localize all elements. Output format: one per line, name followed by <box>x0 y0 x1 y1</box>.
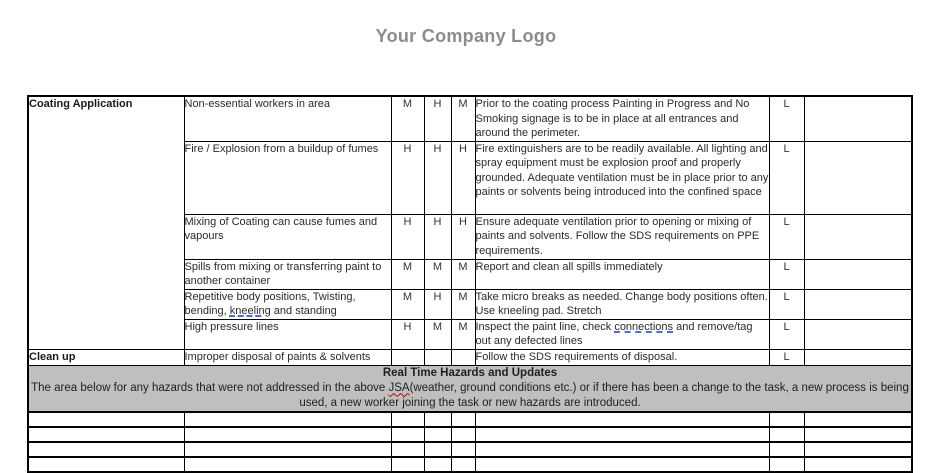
jsa-table-body <box>28 96 912 472</box>
task-name-cell[interactable] <box>28 457 184 472</box>
empty-input-row <box>28 427 912 442</box>
hazard-description-cell: Improper disposal of paints & solvents <box>184 349 391 365</box>
jsa-table <box>27 95 913 473</box>
severity-rating-cell: H <box>451 141 475 214</box>
severity-rating-cell: H <box>424 96 451 141</box>
task-name-cell: Clean up <box>28 349 184 365</box>
hazard-description-cell: Mixing of Coating can cause fumes and vapours <box>184 214 391 259</box>
residual-risk-cell[interactable] <box>769 412 804 427</box>
severity-rating-cell[interactable] <box>424 442 451 457</box>
control-measures-cell[interactable] <box>475 457 769 472</box>
residual-risk-cell: L <box>769 349 804 365</box>
severity-rating-cell[interactable] <box>391 427 424 442</box>
notes-cell[interactable] <box>804 427 912 442</box>
severity-rating-cell[interactable] <box>391 412 424 427</box>
severity-rating-cell[interactable] <box>451 427 475 442</box>
notes-cell[interactable] <box>804 141 912 214</box>
empty-input-row <box>28 457 912 472</box>
control-measures-cell: Ensure adequate ventilation prior to opening or mixing of paints and solvents. Follow the SDS requirements on PPE requirements. <box>475 214 769 259</box>
control-measures-cell[interactable] <box>475 412 769 427</box>
severity-rating-cell: H <box>391 214 424 259</box>
control-measures-cell[interactable] <box>475 442 769 457</box>
banner-body-text: The area below for any hazards that were not addressed in the above JSA(weather, ground conditions etc.) or if there has been a change to the task, a new process is being used, a new worker joining the task or new hazards are introduced. <box>31 381 909 409</box>
empty-input-row <box>28 412 912 427</box>
notes-cell[interactable] <box>804 442 912 457</box>
hazard-description-cell[interactable] <box>184 442 391 457</box>
empty-input-row <box>28 442 912 457</box>
task-name-cell[interactable] <box>28 427 184 442</box>
banner-title: Real Time Hazards and Updates <box>382 366 558 379</box>
control-measures-cell: Prior to the coating process Painting in Progress and No Smoking signage is to be in place at all entrances and around the perimeter. <box>475 96 769 141</box>
task-name-cell[interactable] <box>28 442 184 457</box>
severity-rating-cell[interactable] <box>391 457 424 472</box>
severity-rating-cell: M <box>391 289 424 319</box>
residual-risk-cell: L <box>769 214 804 259</box>
hazard-description-cell[interactable] <box>184 412 391 427</box>
notes-cell[interactable] <box>804 457 912 472</box>
hazard-description-cell: Non-essential workers in area <box>184 96 391 141</box>
hazard-description-cell[interactable] <box>184 457 391 472</box>
company-logo-text: Your Company Logo <box>375 26 557 46</box>
spellcheck-underline: JSA <box>388 381 410 394</box>
severity-rating-cell[interactable] <box>451 412 475 427</box>
severity-rating-cell: H <box>391 319 424 349</box>
notes-cell[interactable] <box>804 214 912 259</box>
notes-cell[interactable] <box>804 96 912 141</box>
severity-rating-cell: H <box>451 214 475 259</box>
severity-rating-cell: H <box>424 141 451 214</box>
severity-rating-cell: H <box>424 289 451 319</box>
severity-rating-cell[interactable] <box>451 457 475 472</box>
severity-rating-cell: M <box>424 259 451 289</box>
task-name-cell: Coating Application <box>28 96 184 349</box>
hazard-description-cell: Repetitive body positions, Twisting, bending, kneeling and standing <box>184 289 391 319</box>
table-row <box>28 365 912 412</box>
residual-risk-cell: L <box>769 96 804 141</box>
hazard-description-cell: Spills from mixing or transferring paint to another container <box>184 259 391 289</box>
hazard-description-cell[interactable] <box>184 427 391 442</box>
severity-rating-cell: H <box>391 141 424 214</box>
notes-cell[interactable] <box>804 289 912 319</box>
residual-risk-cell[interactable] <box>769 442 804 457</box>
spellcheck-underline: kneeling <box>229 304 271 317</box>
severity-rating-cell[interactable] <box>424 457 451 472</box>
task-name-cell[interactable] <box>28 412 184 427</box>
control-measures-cell: Take micro breaks as needed. Change body positions often. Use kneeling pad. Stretch <box>475 290 768 317</box>
hazard-description-cell: High pressure lines <box>184 319 391 349</box>
severity-rating-cell[interactable] <box>391 349 424 365</box>
severity-rating-cell[interactable] <box>424 349 451 365</box>
severity-rating-cell[interactable] <box>451 442 475 457</box>
residual-risk-cell[interactable] <box>769 427 804 442</box>
hazard-description-cell: Fire / Explosion from a buildup of fumes <box>184 141 391 214</box>
residual-risk-cell: L <box>769 259 804 289</box>
control-measures-cell: Fire extinguishers are to be readily available. All lighting and spray equipment must be explosion proof and properly grounded. Adequate ventilation must be in place prior to any paints or solvents being introduced into the confined space <box>475 141 769 214</box>
table-row <box>28 96 912 141</box>
residual-risk-cell[interactable] <box>769 457 804 472</box>
severity-rating-cell[interactable] <box>391 442 424 457</box>
severity-rating-cell[interactable] <box>424 427 451 442</box>
spellcheck-underline: connections <box>614 320 674 333</box>
control-measures-cell: Report and clean all spills immediately <box>475 259 769 289</box>
residual-risk-cell: L <box>769 319 804 349</box>
realtime-hazards-banner <box>28 365 912 412</box>
control-measures-cell: Inspect the paint line, check connections and remove/tag out any defected lines <box>475 319 769 349</box>
severity-rating-cell: M <box>424 319 451 349</box>
control-measures-cell[interactable] <box>475 427 769 442</box>
control-measures-cell: Follow the SDS requirements of disposal. <box>475 349 769 365</box>
severity-rating-cell: M <box>451 259 475 289</box>
table-row <box>28 349 912 365</box>
severity-rating-cell[interactable] <box>424 412 451 427</box>
notes-cell[interactable] <box>804 319 912 349</box>
severity-rating-cell[interactable] <box>451 349 475 365</box>
residual-risk-cell: L <box>769 141 804 214</box>
severity-rating-cell: M <box>391 259 424 289</box>
notes-cell[interactable] <box>804 259 912 289</box>
notes-cell[interactable] <box>804 412 912 427</box>
severity-rating-cell: M <box>391 96 424 141</box>
severity-rating-cell: M <box>451 96 475 141</box>
residual-risk-cell: L <box>769 289 804 319</box>
severity-rating-cell: H <box>424 214 451 259</box>
notes-cell[interactable] <box>804 349 912 365</box>
severity-rating-cell: M <box>451 319 475 349</box>
severity-rating-cell: M <box>451 289 475 319</box>
